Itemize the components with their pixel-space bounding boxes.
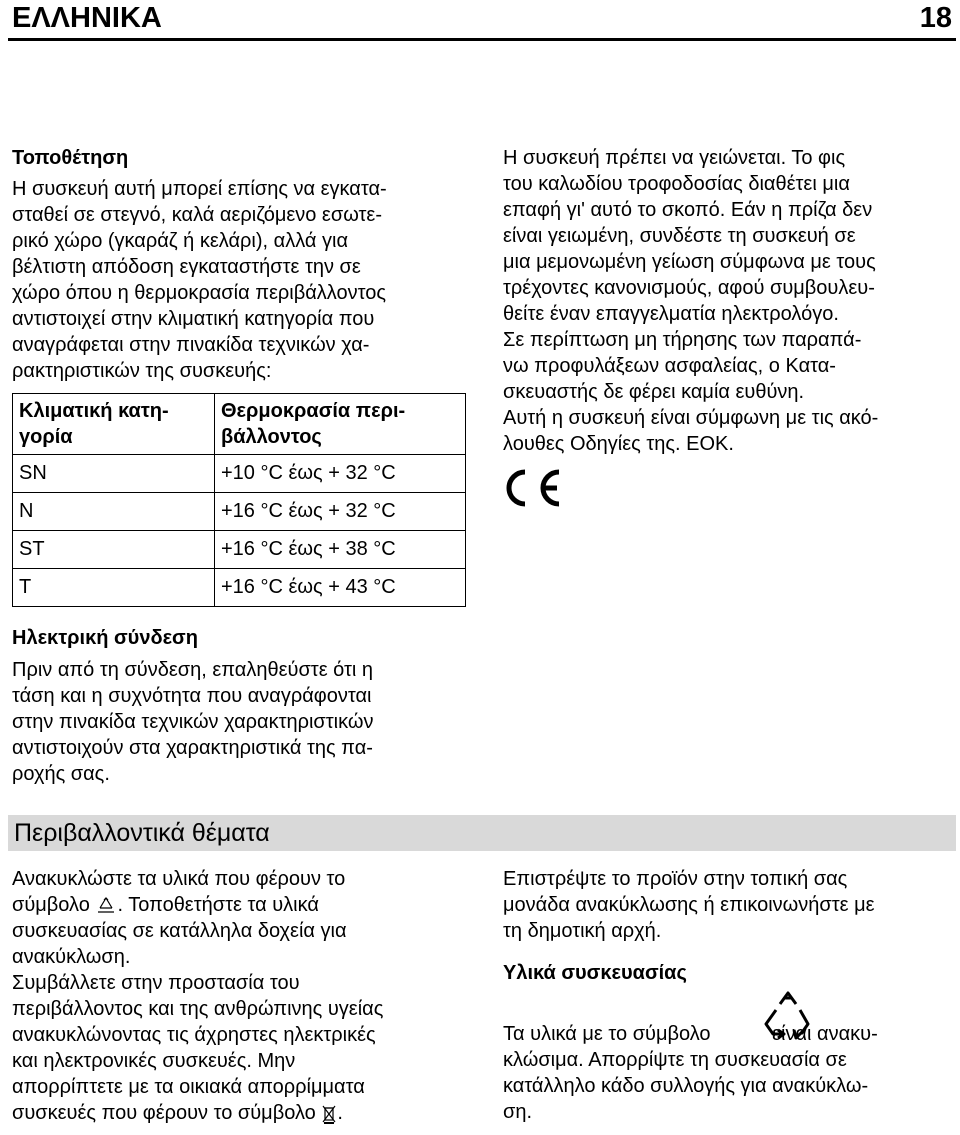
placement-text [12, 176, 482, 384]
text-line: ανακύκλωση. [12, 946, 131, 968]
table-row [13, 455, 466, 493]
placement-heading: Τοποθέτηση [12, 147, 129, 169]
text-line: σκευαστής δε φέρει καμία ευθύνη. [503, 381, 805, 403]
text-line: λουθες Οδηγίες της. ΕΟΚ. [503, 433, 734, 455]
table-header-ambient-temp: Θερμοκρασία περι- βάλλοντος [215, 394, 466, 455]
text-line: αντιστοιχεί στην κλιματική κατηγορία που [12, 308, 375, 330]
text-line: Η συσκευή πρέπει να γειώνεται. Το φις [503, 147, 846, 169]
text-line: Συμβάλλετε στην προστασία του [12, 972, 300, 994]
text-line: κλώσιμα. Απορρίψτε τη συσκευασία σε [503, 1049, 847, 1071]
text-line: τρέχοντες κανονισμούς, αφού συμβουλευ- [503, 277, 875, 299]
section-title-environment: Περιβαλλοντικά θέματα [8, 815, 956, 851]
text-line: τη δημοτική αρχή. [503, 920, 662, 942]
table-cell-class: SN [13, 455, 215, 493]
table-row [13, 531, 466, 569]
text-line: απορρίπτετε με τα οικιακά απορρίμματα [12, 1076, 365, 1098]
text-line: Αυτή η συσκευή είναι σύμφωνη με τις ακό- [503, 407, 879, 429]
electrical-text [12, 657, 482, 787]
text-line: του καλωδίου τροφοδοσίας διαθέτει μια [503, 173, 850, 195]
text-line: περιβάλλοντος και της ανθρώπινης υγείας [12, 998, 384, 1020]
table-cell-class: N [13, 493, 215, 531]
ce-mark-icon [503, 466, 565, 510]
table-row [13, 569, 466, 607]
text-line: βέλτιστη απόδοση εγκαταστήστε την σε [12, 256, 361, 278]
text-line: Σε περίπτωση μη τήρησης των παραπά- [503, 329, 862, 351]
table-cell-range: +16 °C έως + 43 °C [215, 569, 466, 607]
page-number: 18 [919, 2, 952, 34]
text-line: κατάλληλο κάδο συλλογής για ανακύκλω- [503, 1075, 869, 1097]
grounding-text [503, 145, 955, 457]
text-line: στην πινακίδα τεχνικών χαρακτηριστικών [12, 711, 374, 733]
text-line: μια μεμονωμένη γείωση σύμφωνα με τους [503, 251, 876, 273]
climate-table-wrapper [12, 393, 466, 607]
environment-right-text [503, 866, 955, 944]
text-line: Ανακυκλώστε τα υλικά που φέρουν το [12, 868, 346, 890]
environment-left-text [12, 866, 482, 1126]
table-cell-range: +16 °C έως + 32 °C [215, 493, 466, 531]
text-line: Επιστρέψτε το προϊόν στην τοπική σας [503, 868, 848, 890]
packaging-text [503, 1021, 955, 1125]
crossed-bin-icon [321, 1103, 337, 1125]
text-line: αντιστοιχούν στα χαρακτηριστικά της πα- [12, 737, 373, 759]
text-line: Πριν από τη σύνδεση, επαληθεύστε ότι η [12, 659, 374, 681]
text-line: είναι γειωμένη, συνδέστε τη συσκευή σε [503, 225, 856, 247]
text-line: και ηλεκτρονικές συσκευές. Μην [12, 1050, 296, 1072]
text-line: ροχής σας. [12, 763, 110, 785]
packaging-heading: Υλικά συσκευασίας [503, 962, 687, 984]
text-line: Η συσκευή αυτή μπορεί επίσης να εγκατα- [12, 178, 387, 200]
recycle-small-icon [95, 895, 117, 917]
text-line: συσκευασίας σε κατάλληλα δοχεία για [12, 920, 347, 942]
text-line: σταθεί σε στεγνό, καλά αεριζόμενο εσωτε- [12, 204, 382, 226]
text-line: νω προφυλάξεων ασφαλείας, ο Κατα- [503, 355, 836, 377]
text-line: Τα υλικά με το σύμβολο είναι ανακυ- [503, 1023, 878, 1045]
table-cell-class: T [13, 569, 215, 607]
text-line: συσκευές που φέρουν το σύμβολο . [12, 1102, 343, 1124]
table-header-climate-class: Κλιματική κατη- γορία [13, 394, 215, 455]
climate-table [12, 393, 466, 607]
text-line: ρικό χώρο (γκαράζ ή κελάρι), αλλά για [12, 230, 349, 252]
text-line: ρακτηριστικών της συσκευής: [12, 360, 272, 382]
header-language: ΕΛΛΗΝΙΚΑ [12, 2, 162, 34]
table-header-row [13, 394, 466, 455]
table-cell-class: ST [13, 531, 215, 569]
table-cell-range: +16 °C έως + 38 °C [215, 531, 466, 569]
text-line: ση. [503, 1101, 533, 1123]
text-line: ανακυκλώνοντας τις άχρηστες ηλεκτρικές [12, 1024, 376, 1046]
text-line: τάση και η συχνότητα που αναγράφονται [12, 685, 372, 707]
text-line: μονάδα ανακύκλωσης ή επικοινωνήστε με [503, 894, 875, 916]
text-line: αναγράφεται στην πινακίδα τεχνικών χα- [12, 334, 370, 356]
text-line: σύμβολο . Τοποθετήστε τα υλικά [12, 894, 319, 916]
text-line: χώρο όπου η θερμοκρασία περιβάλλοντος [12, 282, 386, 304]
electrical-heading: Ηλεκτρική σύνδεση [12, 627, 198, 649]
table-row [13, 493, 466, 531]
table-cell-range: +10 °C έως + 32 °C [215, 455, 466, 493]
header-divider [8, 38, 956, 41]
text-line: επαφή γι' αυτό το σκοπό. Εάν η πρίζα δεν [503, 199, 873, 221]
text-line: θείτε έναν επαγγελματία ηλεκτρολόγο. [503, 303, 839, 325]
